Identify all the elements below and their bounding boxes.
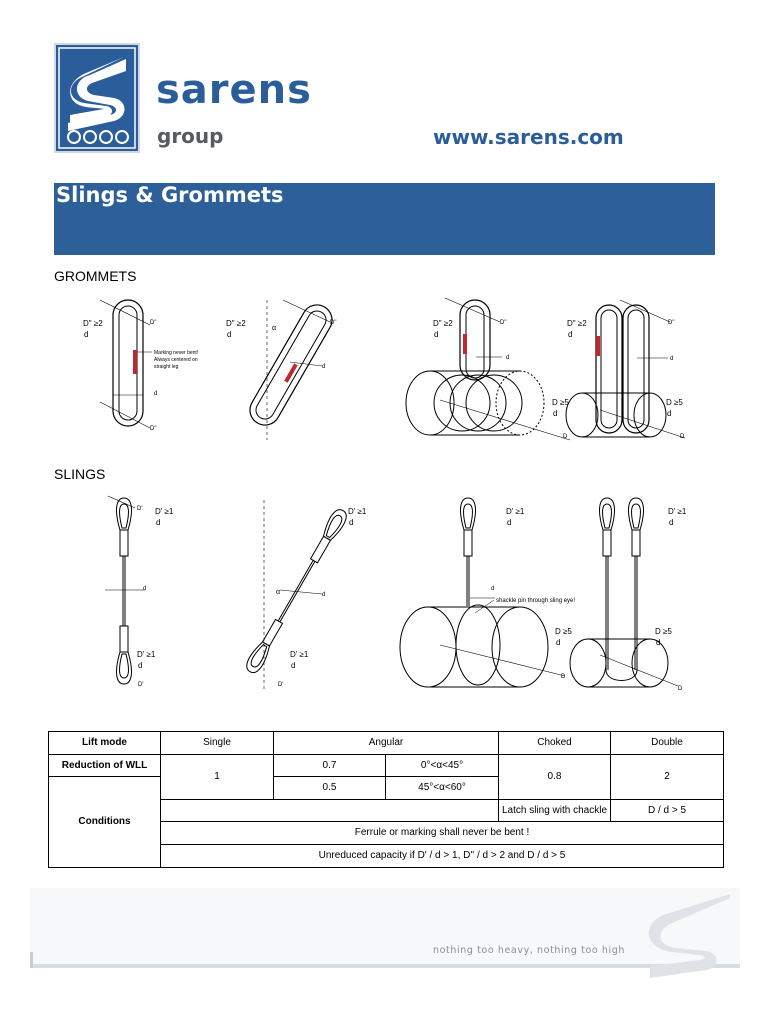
angular-angle-1: 0°<α<45°	[386, 755, 499, 777]
svg-text:d: d	[667, 409, 672, 418]
svg-text:d: d	[553, 409, 558, 418]
svg-text:Always centered on: Always centered on	[154, 357, 198, 363]
svg-text:D: D	[678, 686, 683, 692]
svg-text:D" ≥2: D" ≥2	[226, 319, 246, 328]
single-factor: 1	[161, 755, 274, 800]
mode-single: Single	[161, 732, 274, 755]
svg-text:d: d	[507, 518, 512, 527]
wll-reduction-table	[48, 731, 724, 868]
svg-text:d: d	[349, 518, 354, 527]
sling-double-diagram	[570, 498, 678, 687]
svg-text:d: d	[506, 355, 510, 361]
svg-text:D": D"	[150, 426, 157, 432]
mode-double: Double	[611, 732, 724, 755]
svg-text:D': D'	[138, 682, 144, 688]
svg-text:D" ≥2: D" ≥2	[567, 319, 587, 328]
svg-text:D' ≥1: D' ≥1	[290, 650, 309, 659]
svg-text:d: d	[568, 330, 573, 339]
svg-text:d: d	[322, 364, 326, 370]
mode-angular: Angular	[274, 732, 499, 755]
sling-grommet-diagrams	[0, 285, 768, 705]
ferrule-note: Ferrule or marking shall never be bent !	[161, 822, 724, 845]
shackle-note: shackle pin through sling eye!	[496, 598, 576, 604]
svg-text:D": D"	[500, 320, 507, 326]
angular-factor-2: 0.5	[274, 777, 386, 800]
svg-text:α: α	[276, 589, 281, 596]
grommet-single-diagram	[100, 300, 152, 428]
svg-text:D': D'	[137, 506, 143, 512]
svg-text:D' ≥1: D' ≥1	[155, 507, 174, 516]
unreduced-note: Unreduced capacity if D' / d > 1, D'' / d > 2 and D / d > 5	[161, 845, 724, 868]
slings-heading: SLINGS	[54, 466, 106, 482]
g1-ratio: D" ≥2	[83, 319, 103, 328]
svg-text:D' ≥1: D' ≥1	[668, 507, 687, 516]
svg-text:d: d	[227, 330, 232, 339]
choked-factor: 0.8	[499, 755, 611, 800]
lift-mode-header: Lift mode	[49, 732, 161, 755]
svg-text:d: d	[156, 518, 161, 527]
svg-text:D" ≥2: D" ≥2	[433, 319, 453, 328]
brand-subtitle: group	[157, 124, 224, 148]
reduction-header: Reduction of WLL	[49, 755, 161, 777]
svg-text:α: α	[272, 325, 277, 332]
svg-text:d: d	[656, 638, 661, 647]
svg-text:D: D	[680, 434, 685, 440]
svg-text:D: D	[561, 674, 566, 680]
svg-text:d: d	[138, 661, 143, 670]
footer-slogan: nothing too heavy, nothing too high	[433, 945, 625, 956]
svg-text:D": D"	[150, 320, 157, 326]
svg-text:straight leg: straight leg	[154, 364, 179, 370]
brand-name: sarens	[156, 67, 312, 113]
svg-text:d: d	[669, 518, 674, 527]
svg-text:d: d	[84, 330, 89, 339]
conditions-header: Conditions	[49, 777, 161, 868]
svg-text:D: D	[563, 434, 568, 440]
svg-text:d: d	[291, 661, 296, 670]
website-link[interactable]: www.sarens.com	[433, 125, 624, 149]
svg-text:D' ≥1: D' ≥1	[137, 650, 156, 659]
svg-text:D' ≥1: D' ≥1	[348, 507, 367, 516]
conditions-blank	[161, 800, 499, 822]
svg-text:d: d	[556, 638, 561, 647]
sarens-logo	[54, 43, 140, 153]
svg-text:d: d	[670, 356, 674, 362]
mode-choked: Choked	[499, 732, 611, 755]
page-title: Slings & Grommets	[56, 183, 284, 207]
grommets-heading: GROMMETS	[54, 268, 137, 284]
svg-text:D": D"	[668, 320, 675, 326]
svg-text:d: d	[434, 330, 439, 339]
svg-text:D ≥5: D ≥5	[666, 398, 683, 407]
footer-graphic	[30, 888, 740, 980]
svg-text:D ≥5: D ≥5	[655, 627, 672, 636]
svg-text:D' ≥1: D' ≥1	[506, 507, 525, 516]
marking-note: Marking never bent!	[154, 350, 199, 356]
grommet-choked-diagram	[406, 298, 573, 440]
svg-text:d: d	[322, 592, 326, 598]
svg-text:D': D'	[278, 682, 284, 688]
sling-choked-diagram	[400, 498, 565, 687]
choked-condition: Latch sling with chackle	[499, 800, 611, 822]
svg-text:d: d	[143, 586, 147, 592]
svg-text:D ≥5: D ≥5	[552, 398, 569, 407]
double-factor: 2	[611, 755, 724, 800]
svg-text:D ≥5: D ≥5	[555, 627, 572, 636]
svg-text:d: d	[491, 586, 495, 592]
angular-factor-1: 0.7	[274, 755, 386, 777]
svg-text:d: d	[154, 391, 158, 397]
double-condition: D / d > 5	[611, 800, 724, 822]
angular-angle-2: 45°<α<60°	[386, 777, 499, 800]
svg-text:D": D"	[330, 320, 337, 326]
